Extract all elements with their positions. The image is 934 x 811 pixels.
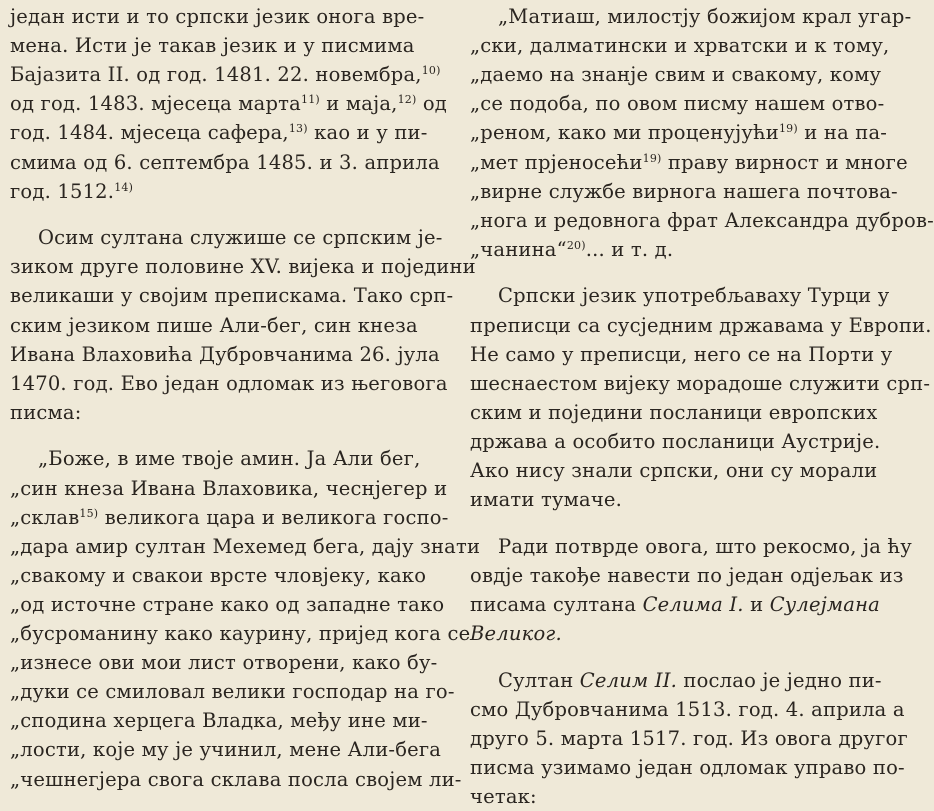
text-line [470,178,904,206]
line-text: Бајазита II. од год. 1481. 22. новембра, [10,63,422,87]
text-line [470,399,904,427]
line-text: Ради потврде овога, што рекосмо, ја ћу [498,534,912,558]
footnote-ref: 11) [301,93,320,107]
text-line [10,90,447,118]
text-line [470,236,904,264]
line-text: смима од 6. септембра 1485. и 3. априла [10,150,440,174]
line-text: „син кнеза Ивана Влаховика, чеснјегер и [10,476,448,500]
text-line [470,667,904,695]
line-text: „реном, како ми проценујући [470,121,779,145]
footnote-ref: 15) [79,506,99,520]
text-line [470,370,931,398]
line-text: „дара амир султан Мехемед бега, дају знати [10,534,481,558]
line-text: четак: [470,785,537,808]
text-line [470,725,908,753]
text-line [470,562,904,590]
footnote-ref: 20) [566,238,586,252]
line-text: праву вирност и многе [661,150,908,174]
text-line [470,61,904,89]
text-line [10,224,442,252]
line-text: мена. Исти је такав језик и у писмима [10,34,415,58]
line-text: зиком друге половине XV. вијека и поједини [10,255,476,279]
line-text: „мет прјеносећи [470,150,643,174]
footnote-ref: 12) [397,93,417,107]
text-line [10,562,442,590]
line-text: год. 1484. мјесеца сафера, [10,121,289,145]
line-text: ... и т. д. [585,237,674,261]
line-text: писма: [10,400,82,424]
line-text: „ски, далматински и хрватски и к тому, [470,34,890,58]
footnote-ref: 19) [778,122,798,136]
text-line [10,149,442,177]
text-line [10,533,481,561]
text-line [470,754,904,782]
line-text: и [743,592,770,616]
text-line [10,32,442,60]
line-text: „се подоба, по овом писму нашем отво- [470,92,885,116]
line-text: један исти и то српски језик онога вре- [10,5,425,28]
text-line [470,90,904,118]
line-text: „од источне стране како од западне тако [10,592,445,616]
text-line [470,207,934,235]
line-text: држава а особито посланици Аустрије. [470,429,881,453]
text-line [470,149,908,177]
line-text: „дуки се смиловал велики господар на го- [10,680,455,704]
line-text: као и у пи- [307,121,428,145]
text-line [470,282,904,310]
italic-name: Селима I. [642,592,744,616]
text-line [10,678,455,706]
line-text: „вирне службе вирнога нашега почтова- [470,179,898,203]
text-line [470,428,904,456]
line-text: 1470. год. Ево један одломак из његовога [10,371,448,395]
line-text: Ако нису знали српски, они су морали [470,459,878,482]
text-line [470,533,912,561]
line-text: год. 1512. [10,179,115,203]
text-line [470,341,904,369]
line-text: Не само у преписци, него се на Порти у [470,342,893,366]
text-line [10,282,454,310]
text-line [470,32,904,60]
line-text: „сподина херцега Владка, међу ине ми- [10,709,428,733]
line-text: „лости, које му је учинил, мене Али-бега [10,738,442,762]
line-text: „даемо на знанје свим и свакому, кому [470,63,882,87]
italic-name: Великог. [470,622,562,645]
text-line [470,312,932,340]
text-line [10,591,445,619]
text-line [10,341,442,369]
text-line [470,119,904,147]
line-text: ским и поједини посланици европских [470,400,878,424]
line-text: писма узимамо један одломак управо по- [470,755,905,779]
text-line [10,475,448,503]
line-text: од год. 1483. мјесеца марта [10,92,301,116]
line-text: од [416,92,447,116]
line-text: великога цара и великога госпо- [98,505,449,529]
text-line [10,445,442,473]
line-text: „Боже, в име твоје амин. Ја Али бег, [38,447,421,471]
text-line [10,61,442,89]
line-text: Српски језик употребљаваху Турци у [498,284,890,308]
line-text: преписци са сусједним државама у Европи. [470,313,932,337]
footnote-ref: 19) [642,151,662,165]
footnote-ref: 10) [421,64,441,78]
text-line [470,620,904,648]
text-line [10,620,471,648]
text-line [10,253,476,281]
text-line [470,783,904,811]
text-line [10,736,442,764]
text-line [10,766,462,794]
line-text: „чешнегјера свога склава посла својем ли- [10,767,462,791]
line-text: великаши у својим препискама. Тако срп- [10,284,454,308]
line-text: Султан [498,668,580,692]
text-line [10,707,442,735]
line-text: „бусроманину како каурину, пријед кога се [10,622,471,645]
line-text: „изнесе ови мои лист отворени, како бу- [10,651,438,675]
text-line [470,591,904,619]
text-line [10,649,442,677]
line-text: „нога и редовнога фрат Александра дубров- [470,208,934,232]
line-text: и на па- [797,121,888,145]
line-text: „склав [10,505,80,529]
line-text: друго 5. марта 1517. год. Из овога другог [470,726,908,750]
text-line [10,399,442,427]
text-line [470,457,904,485]
footnote-ref: 14) [114,180,134,194]
line-text: „чанина“ [470,237,567,261]
text-line [10,312,442,340]
footnote-ref: 13) [288,122,308,136]
text-line [10,504,449,532]
line-text: имати тумаче. [470,488,623,512]
text-line [470,486,904,514]
line-text: послао је једно пи- [677,668,882,692]
text-line [10,370,448,398]
text-line [10,3,442,31]
line-text: Ивана Влаховића Дубровчанима 26. јула [10,342,440,366]
italic-name: Сулејмана [769,592,881,616]
line-text: смо Дубровчанима 1513. год. 4. априла а [470,697,905,721]
line-text: „Матиаш, милостју божијом крал угар- [498,5,912,28]
text-line [470,3,912,31]
text-line [10,119,442,147]
text-line [10,178,442,206]
line-text: шеснаестом вијеку морадоше служити срп- [470,371,931,395]
line-text: овдје такође навести по један одјељак из [470,563,904,587]
line-text: и маја, [319,92,398,116]
line-text: писама султана [470,592,643,616]
text-line [470,696,904,724]
italic-name: Селим II. [579,668,678,692]
line-text: Осим султана служише се српским је- [38,226,443,250]
line-text: „свакому и свакои врсте чловјеку, како [10,563,427,587]
line-text: ским језиком пише Али-бег, син кнеза [10,313,418,337]
